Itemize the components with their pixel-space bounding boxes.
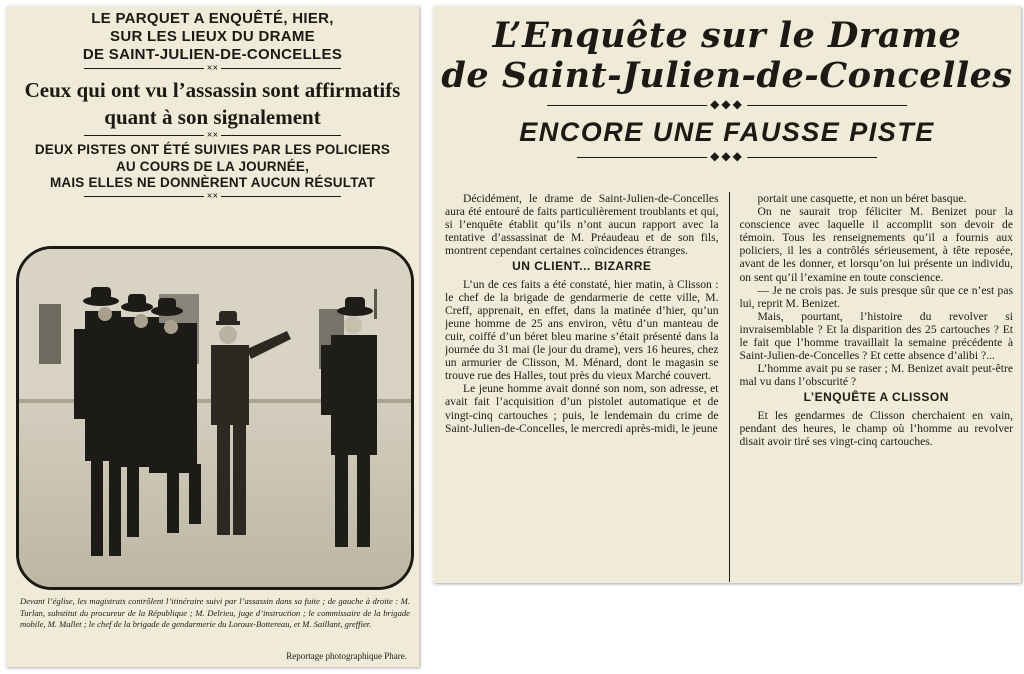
- article-subhead: L’ENQUÊTE A CLISSON: [803, 390, 949, 405]
- article-paragraph: Mais, pourtant, l’histoire du revolver si invraisemblable ? Et la disparition des 25 cartouches ? Et le fait que l’homme travaillait la semaine précédente à Saint-Julien-de-Concelles ? Et cette absence d’alibi ?...: [739, 309, 1013, 363]
- article-column-1: [445, 192, 719, 582]
- deck-line: AU COURS DE LA JOURNÉE,: [115, 158, 310, 174]
- article-paragraph: Décidément, le drame de Saint-Julien-de-Concelles aura été entouré de faits particulièrement troublants et qui, si l’enquête établit qu’ils n’ont aucun rapport avec la tentative d’assassinat de M. Préaudeau et de son fils, montrent cependant certaines coïncidences étranges.: [445, 192, 719, 258]
- headline-line: quant à son signalement: [104, 105, 321, 129]
- separator: [6, 131, 419, 142]
- article-subhead: UN CLIENT... BIZARRE: [512, 259, 652, 274]
- right-clipping: [433, 6, 1021, 583]
- article-paragraph: portait une casquette, et non un béret basque.: [757, 192, 967, 205]
- photo-illustration: [19, 249, 411, 587]
- photo-caption: Devant l’église, les magistrats contrôlent l’itinéraire suivi par l’assassin dans sa fuite ; de gauche à droite : M. Turlan, substitut du procureur de la République ; M. Delrieu, juge d’instruction ; le commissaire de la brigade mobile, M. Mallet ; le chef de la brigade de gendarmerie du Loroux-Bottereau, et M. Saillant, greffier.: [20, 596, 410, 630]
- main-title: [433, 16, 1021, 96]
- kicker-line: SUR LES LIEUX DU DRAME: [110, 28, 315, 45]
- ornament-rule: [547, 97, 907, 112]
- article-paragraph: Le jeune homme avait donné son nom, son adresse, et avait fait l’acquisition d’un pistolet automatique et de vingt-cinq cartouches ; puis, le lendemain du crime de Saint-Julien-de-Concelles, le mercredi après-midi, le jeune: [445, 382, 719, 435]
- kicker-line: DE SAINT-JULIEN-DE-CONCELLES: [82, 46, 343, 63]
- separator-mark: ××: [206, 130, 219, 141]
- ornament-rule: [577, 149, 877, 164]
- article-paragraph: Et les gendarmes de Clisson cherchaient en vain, pendant des heures, le champ où l’homme au revolver disait avoir tiré ses vingt-cinq cartouches.: [739, 408, 1013, 448]
- article-paragraph: — Je ne crois pas. Je suis presque sûr que ce n’est pas lui, reprit M. Benizet.: [739, 283, 1013, 310]
- column-rule: [729, 192, 730, 582]
- deck: [6, 142, 419, 192]
- deck-line: DEUX PISTES ONT ÉTÉ SUIVIES PAR LES POLICIERS: [34, 142, 391, 157]
- ornament: ◆◆◆: [707, 97, 747, 112]
- article-paragraph: On ne saurait trop féliciter M. Benizet pour la conscience avec laquelle il accomplit son devoir de témoin. Tous les renseignements qu’il a fournis aux policiers, il les a contrôlés sérieusement, à tête reposée, avant de les donner, et lorsqu’on lui présente un individu, on sent qu’il l’examine en toute conscience.: [739, 205, 1013, 284]
- separator: [6, 192, 419, 203]
- main-title-line: L’Enquête sur le Drame: [492, 15, 962, 56]
- subtitle: ENCORE UNE FAUSSE PISTE: [519, 117, 935, 147]
- kicker-line: LE PARQUET A ENQUÊTÉ, HIER,: [91, 10, 334, 27]
- article-column-2: [740, 192, 1014, 582]
- separator: [6, 64, 419, 75]
- article-columns: [445, 192, 1013, 582]
- news-photo: [16, 246, 414, 590]
- headline-line: Ceux qui ont vu l’assassin sont affirmatifs: [24, 78, 401, 102]
- separator-mark: ××: [206, 63, 219, 74]
- left-clipping: [6, 6, 419, 667]
- article-paragraph: L’un de ces faits a été constaté, hier matin, à Clisson : le chef de la brigade de gendarmerie de cette ville, M. Creff, apprenait, en effet, dans la matinée d’hier, qu’un jeune homme de 25 ans environ, vêtu d’un manteau de cuir, coiffé d’un béret bleu marine s’était présenté dans la journée du 31 mai (le jour du drame), vers 16 heures, chez un armurier de Clisson, M. Ménard, dont le magasin se trouve rue des Halles, tout près du vieux Marché couvert.: [445, 277, 719, 383]
- article-paragraph: L’homme avait pu se raser ; M. Benizet avait peut-être mal vu dans l’obscurité ?: [739, 362, 1013, 389]
- main-title-line: de Saint-Julien-de-Concelles: [441, 55, 1013, 96]
- photo-credit: Reportage photographique Phare.: [286, 651, 407, 661]
- headline: [6, 77, 419, 131]
- separator-mark: ××: [206, 190, 219, 202]
- deck-line: MAIS ELLES NE DONNÈRENT AUCUN RÉSULTAT: [49, 175, 376, 190]
- ornament: ◆◆◆: [707, 149, 747, 164]
- kicker: [6, 10, 419, 64]
